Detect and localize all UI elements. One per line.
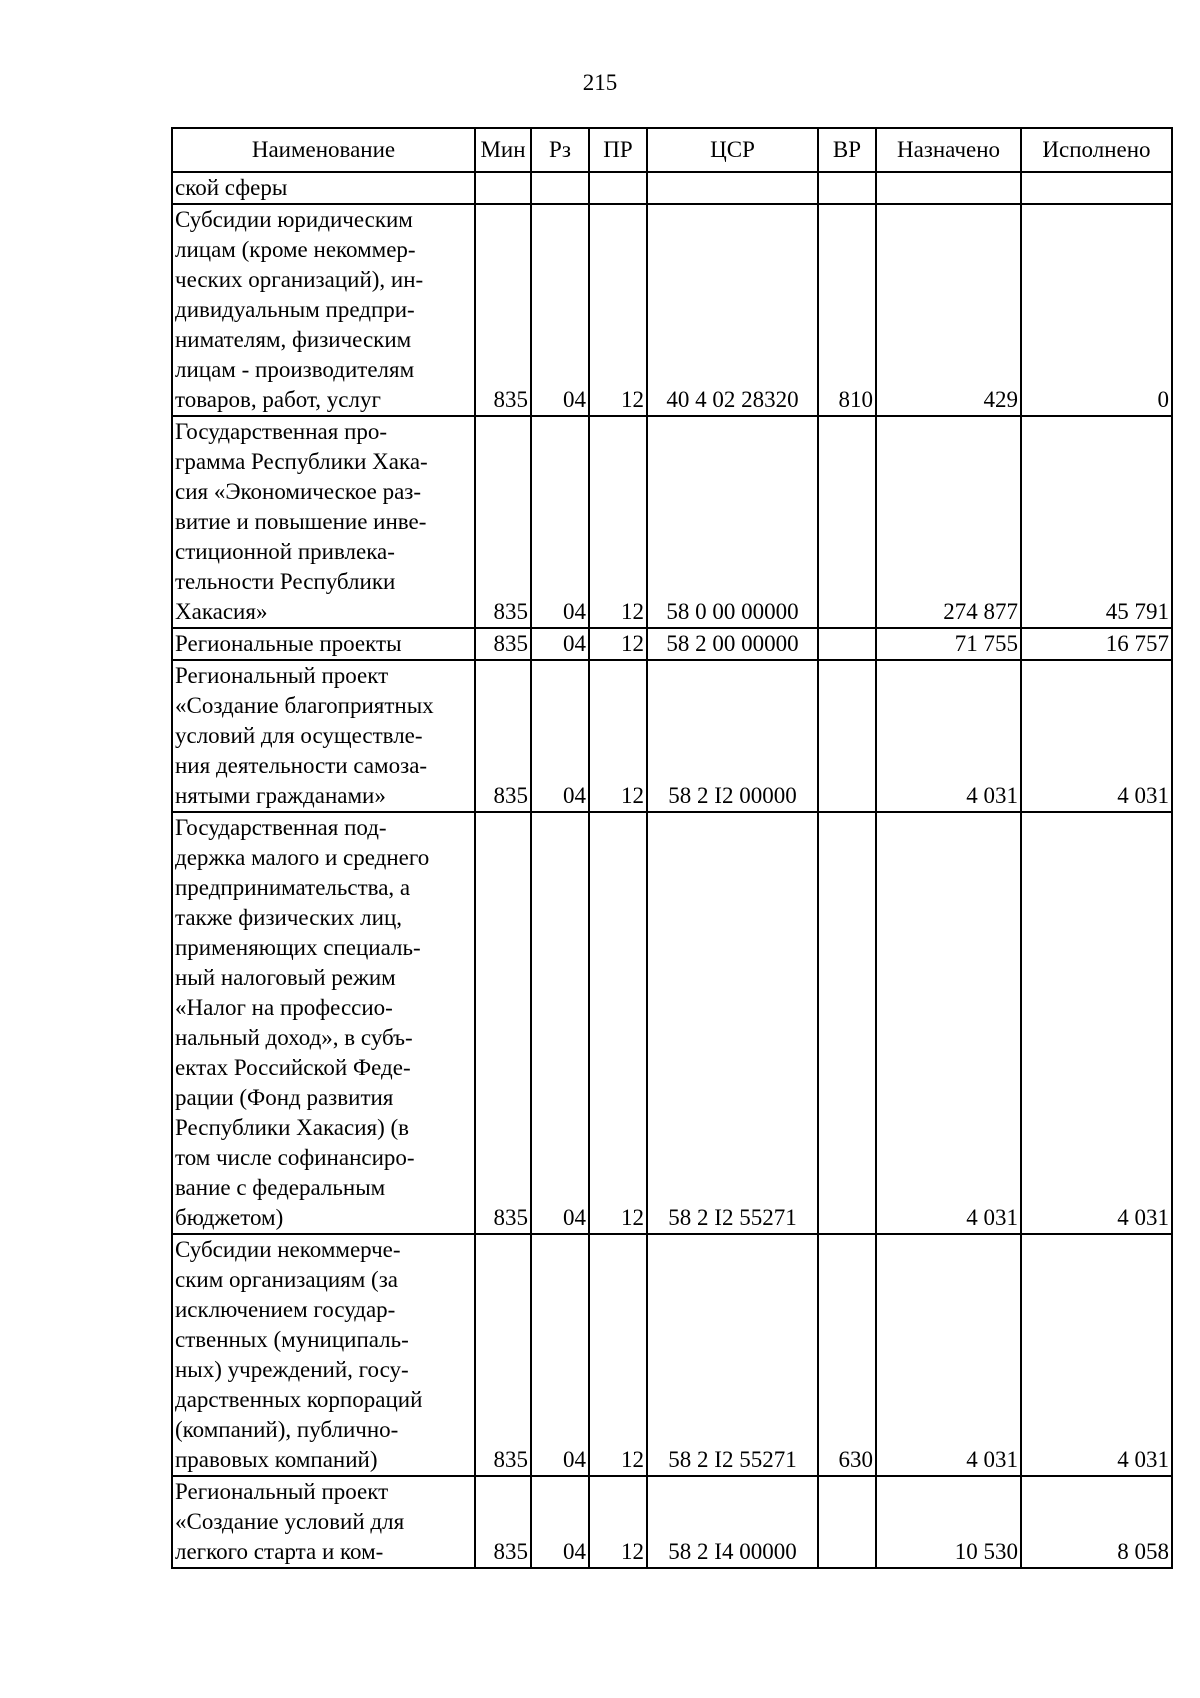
cell-vr bbox=[818, 416, 876, 628]
cell-csr: 58 2 00 00000 bbox=[647, 628, 818, 660]
cell-assigned: 4 031 bbox=[876, 660, 1021, 812]
cell-csr: 58 2 I2 55271 bbox=[647, 1234, 818, 1476]
cell-pr: 12 bbox=[589, 204, 647, 416]
cell-pr: 12 bbox=[589, 1476, 647, 1568]
cell-min: 835 bbox=[475, 660, 531, 812]
cell-name: Государственная под- держка малого и среднего предпринимательства, а также физических лиц, применяющих специаль- ный налоговый режим «Налог на профессио- нальный доход», в субъ- ектах Российской Феде- рации (Фонд развития Республики Хакасия) (в том числе софинансиро- вание с федеральным бюджетом) bbox=[172, 812, 475, 1234]
budget-table bbox=[171, 127, 1173, 1569]
cell-assigned bbox=[876, 172, 1021, 204]
cell-rz: 04 bbox=[531, 416, 589, 628]
cell-vr bbox=[818, 172, 876, 204]
cell-rz: 04 bbox=[531, 204, 589, 416]
cell-min: 835 bbox=[475, 1234, 531, 1476]
column-header-executed: Исполнено bbox=[1021, 128, 1172, 172]
cell-pr bbox=[589, 172, 647, 204]
cell-vr bbox=[818, 628, 876, 660]
cell-vr: 630 bbox=[818, 1234, 876, 1476]
column-header-min: Мин bbox=[475, 128, 531, 172]
cell-assigned: 274 877 bbox=[876, 416, 1021, 628]
cell-min: 835 bbox=[475, 204, 531, 416]
table-row bbox=[172, 628, 1172, 660]
cell-csr: 58 2 I2 55271 bbox=[647, 812, 818, 1234]
cell-executed: 45 791 bbox=[1021, 416, 1172, 628]
cell-vr bbox=[818, 660, 876, 812]
cell-executed: 4 031 bbox=[1021, 660, 1172, 812]
cell-executed: 8 058 bbox=[1021, 1476, 1172, 1568]
cell-csr bbox=[647, 172, 818, 204]
cell-name: Субсидии некоммерче- ским организациям (за исключением государ- ственных (муниципаль- ных) учреждений, госу- дарственных корпораций (компаний), публично- правовых компаний) bbox=[172, 1234, 475, 1476]
column-header-pr: ПР bbox=[589, 128, 647, 172]
table-row bbox=[172, 812, 1172, 1234]
table-row bbox=[172, 1234, 1172, 1476]
cell-rz: 04 bbox=[531, 660, 589, 812]
column-header-csr: ЦСР bbox=[647, 128, 818, 172]
cell-assigned: 4 031 bbox=[876, 812, 1021, 1234]
cell-vr bbox=[818, 1476, 876, 1568]
cell-csr: 40 4 02 28320 bbox=[647, 204, 818, 416]
cell-name: Региональные проекты bbox=[172, 628, 475, 660]
cell-assigned: 429 bbox=[876, 204, 1021, 416]
table-row bbox=[172, 172, 1172, 204]
cell-assigned: 4 031 bbox=[876, 1234, 1021, 1476]
column-header-assigned: Назначено bbox=[876, 128, 1021, 172]
cell-executed: 16 757 bbox=[1021, 628, 1172, 660]
table-row bbox=[172, 660, 1172, 812]
column-header-vr: ВР bbox=[818, 128, 876, 172]
cell-name: Региональный проект «Создание благоприятных условий для осуществле- ния деятельности самоза- нятыми гражданами» bbox=[172, 660, 475, 812]
cell-csr: 58 2 I4 00000 bbox=[647, 1476, 818, 1568]
page-number: 215 bbox=[582, 70, 618, 95]
cell-name: ской сферы bbox=[172, 172, 475, 204]
table-row bbox=[172, 416, 1172, 628]
cell-min bbox=[475, 172, 531, 204]
cell-pr: 12 bbox=[589, 812, 647, 1234]
cell-executed: 4 031 bbox=[1021, 1234, 1172, 1476]
cell-min: 835 bbox=[475, 416, 531, 628]
cell-vr bbox=[818, 812, 876, 1234]
cell-pr: 12 bbox=[589, 416, 647, 628]
table-header-row bbox=[172, 128, 1172, 172]
cell-rz: 04 bbox=[531, 812, 589, 1234]
cell-assigned: 71 755 bbox=[876, 628, 1021, 660]
cell-executed bbox=[1021, 172, 1172, 204]
cell-min: 835 bbox=[475, 812, 531, 1234]
cell-rz: 04 bbox=[531, 1234, 589, 1476]
column-header-rz: Рз bbox=[531, 128, 589, 172]
column-header-name: Наименование bbox=[172, 128, 475, 172]
cell-pr: 12 bbox=[589, 628, 647, 660]
cell-name: Региональный проект «Создание условий для легкого старта и ком- bbox=[172, 1476, 475, 1568]
cell-pr: 12 bbox=[589, 660, 647, 812]
cell-executed: 0 bbox=[1021, 204, 1172, 416]
cell-csr: 58 2 I2 00000 bbox=[647, 660, 818, 812]
cell-name: Государственная про- грамма Республики Хака- сия «Экономическое раз- витие и повышение инве- стиционной привлека- тельности Республики Хакасия» bbox=[172, 416, 475, 628]
cell-vr: 810 bbox=[818, 204, 876, 416]
cell-rz: 04 bbox=[531, 1476, 589, 1568]
cell-executed: 4 031 bbox=[1021, 812, 1172, 1234]
cell-assigned: 10 530 bbox=[876, 1476, 1021, 1568]
cell-rz: 04 bbox=[531, 628, 589, 660]
cell-pr: 12 bbox=[589, 1234, 647, 1476]
cell-name: Субсидии юридическим лицам (кроме некоммер- ческих организаций), ин- дивидуальным предпри- нимателям, физическим лицам - производителям товаров, работ, услуг bbox=[172, 204, 475, 416]
cell-min: 835 bbox=[475, 1476, 531, 1568]
table-row bbox=[172, 204, 1172, 416]
cell-rz bbox=[531, 172, 589, 204]
cell-csr: 58 0 00 00000 bbox=[647, 416, 818, 628]
cell-min: 835 bbox=[475, 628, 531, 660]
table-row bbox=[172, 1476, 1172, 1568]
